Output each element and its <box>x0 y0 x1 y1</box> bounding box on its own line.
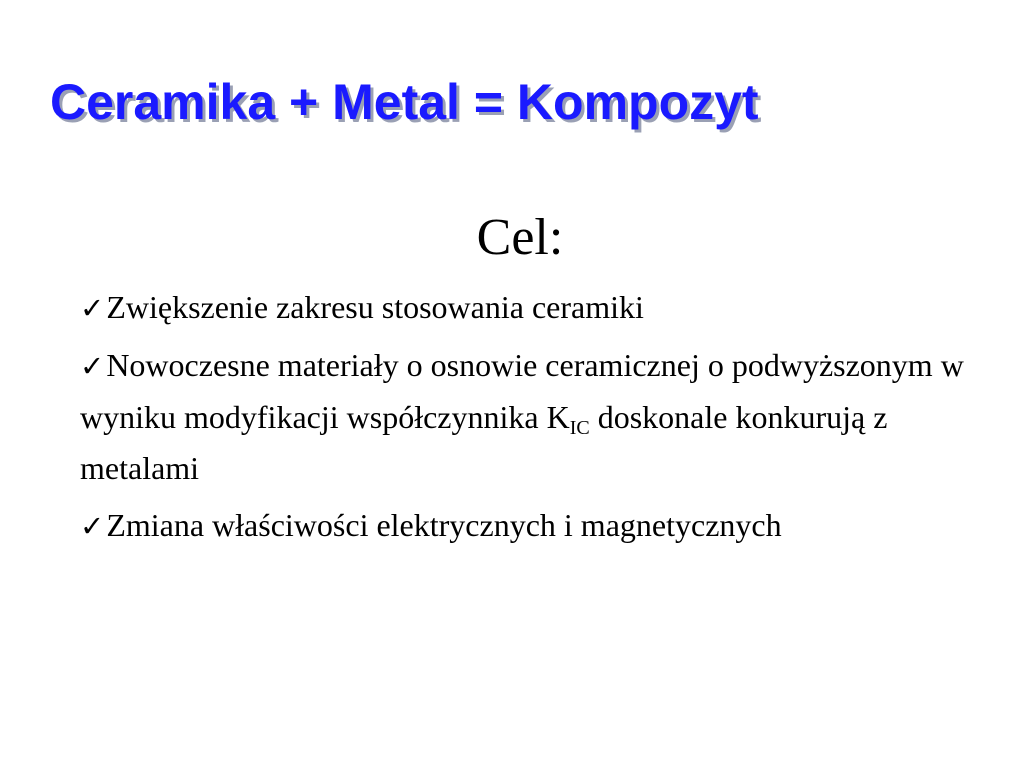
slide-subtitle: Cel: <box>476 209 564 266</box>
bullet-text: Zmiana właściwości elektrycznych i magnetycznych <box>106 507 782 543</box>
slide-title: Ceramika + Metal = Kompozyt <box>50 74 759 130</box>
bullet-item <box>80 340 980 494</box>
check-icon: ✓ <box>80 349 105 383</box>
bullet-item <box>80 282 980 334</box>
bullet-text: Zwiększenie zakresu stosowania ceramiki <box>106 289 644 325</box>
check-icon: ✓ <box>80 291 105 325</box>
bullet-item <box>80 500 980 552</box>
bullet-subscript: IC <box>569 417 590 439</box>
bullet-text: Nowoczesne materiały o osnowie ceramicznej o podwyższonym w wyniku modyfikacji współczynnika K <box>80 347 964 435</box>
check-icon: ✓ <box>80 509 105 543</box>
bullet-text-continued: doskonale konkurują z metalami <box>80 399 888 486</box>
bullet-list <box>80 282 980 558</box>
